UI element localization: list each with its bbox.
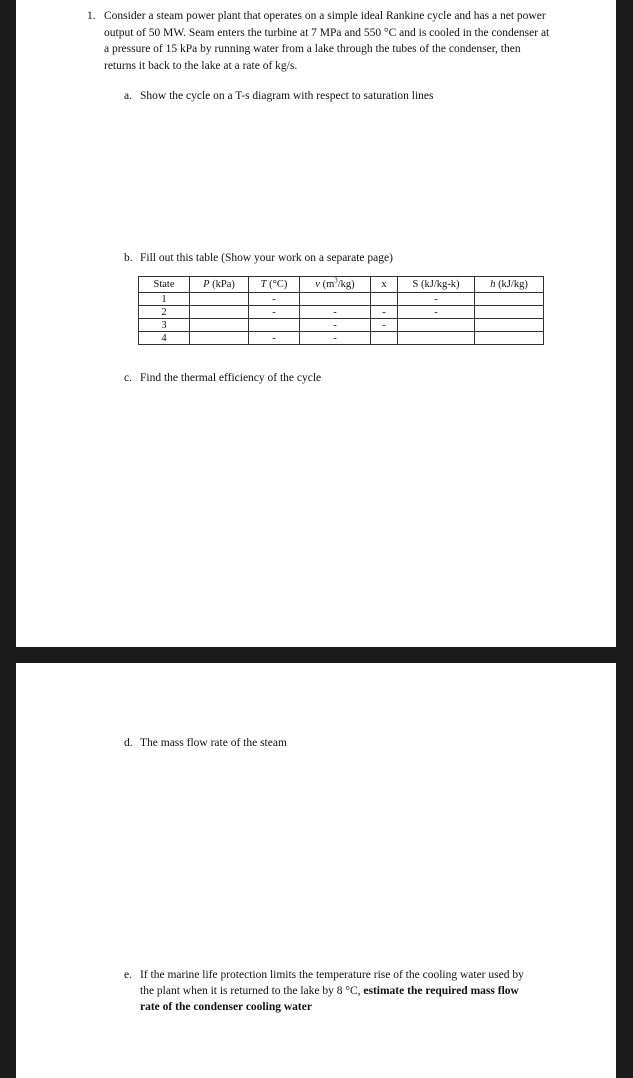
header-state: State (139, 277, 190, 293)
part-c-text: Find the thermal efficiency of the cycle (140, 372, 322, 384)
table-cell (249, 319, 300, 332)
header-temperature: T (°C) (249, 277, 300, 293)
part-d (124, 735, 560, 751)
table-row (139, 319, 544, 332)
table-row (139, 306, 544, 319)
question-number: 1. (87, 10, 96, 22)
part-b (124, 250, 560, 266)
table-cell (190, 293, 249, 306)
part-b-text: Fill out this table (Show your work on a separate page) (140, 252, 393, 264)
table-header-row (139, 277, 544, 293)
table-cell: 4 (139, 332, 190, 345)
question-text: Consider a steam power plant that operates on a simple ideal Rankine cycle and has a net power output of 50 MW. Seam enters the turbine at 7 MPa and 550 °C and is cooled in the condenser at a pressure of 15 kPa by running water from a lake through the tubes of the condenser, then returns it back to the lake at a rate of kg/s. (104, 10, 550, 72)
document-page-2 (16, 663, 616, 1078)
header-quality: x (371, 277, 398, 293)
table-cell (475, 306, 544, 319)
table-cell: - (249, 293, 300, 306)
part-b-letter: b. (124, 252, 133, 264)
table-cell (300, 293, 371, 306)
part-a (124, 88, 560, 104)
part-d-text: The mass flow rate of the steam (140, 737, 287, 749)
table-cell (190, 319, 249, 332)
table-cell: - (300, 332, 371, 345)
table-cell (190, 332, 249, 345)
table-cell (190, 306, 249, 319)
table-cell: - (249, 332, 300, 345)
table-cell: - (371, 319, 398, 332)
header-specific-volume: v $(m^3/kg)$ (300, 277, 371, 293)
table-cell: - (300, 306, 371, 319)
header-pressure: P (kPa) (190, 277, 249, 293)
part-e-text: If the marine life protection limits the temperature rise of the cooling water used by the plant when it is returned to the lake by 8 °C, (140, 969, 524, 997)
header-enthalpy: h (kJ/kg) (475, 277, 544, 293)
table-cell: 2 (139, 306, 190, 319)
part-a-text: Show the cycle on a T-s diagram with respect to saturation lines (140, 90, 434, 102)
question-1 (87, 8, 552, 74)
table-cell (398, 319, 475, 332)
part-c (124, 370, 560, 386)
part-a-letter: a. (124, 90, 132, 102)
document-page-1 (16, 0, 616, 647)
table-cell: - (398, 293, 475, 306)
table-cell: - (249, 306, 300, 319)
part-c-letter: c. (124, 372, 132, 384)
table-cell (475, 332, 544, 345)
part-e-bold-text: estimate the required mass flow rate of the condenser cooling water (140, 985, 519, 1013)
table-row (139, 293, 544, 306)
part-d-letter: d. (124, 737, 133, 749)
part-e (124, 967, 540, 1015)
header-entropy: S (kJ/kg-k) (398, 277, 475, 293)
table-cell (475, 319, 544, 332)
table-row (139, 332, 544, 345)
table-cell (398, 332, 475, 345)
part-e-letter: e. (124, 969, 132, 981)
table-cell: - (300, 319, 371, 332)
table-cell (475, 293, 544, 306)
table-cell (371, 332, 398, 345)
table-cell: 3 (139, 319, 190, 332)
state-property-table (138, 276, 544, 345)
table-cell (371, 293, 398, 306)
table-cell: - (371, 306, 398, 319)
table-cell: - (398, 306, 475, 319)
table-cell: 1 (139, 293, 190, 306)
